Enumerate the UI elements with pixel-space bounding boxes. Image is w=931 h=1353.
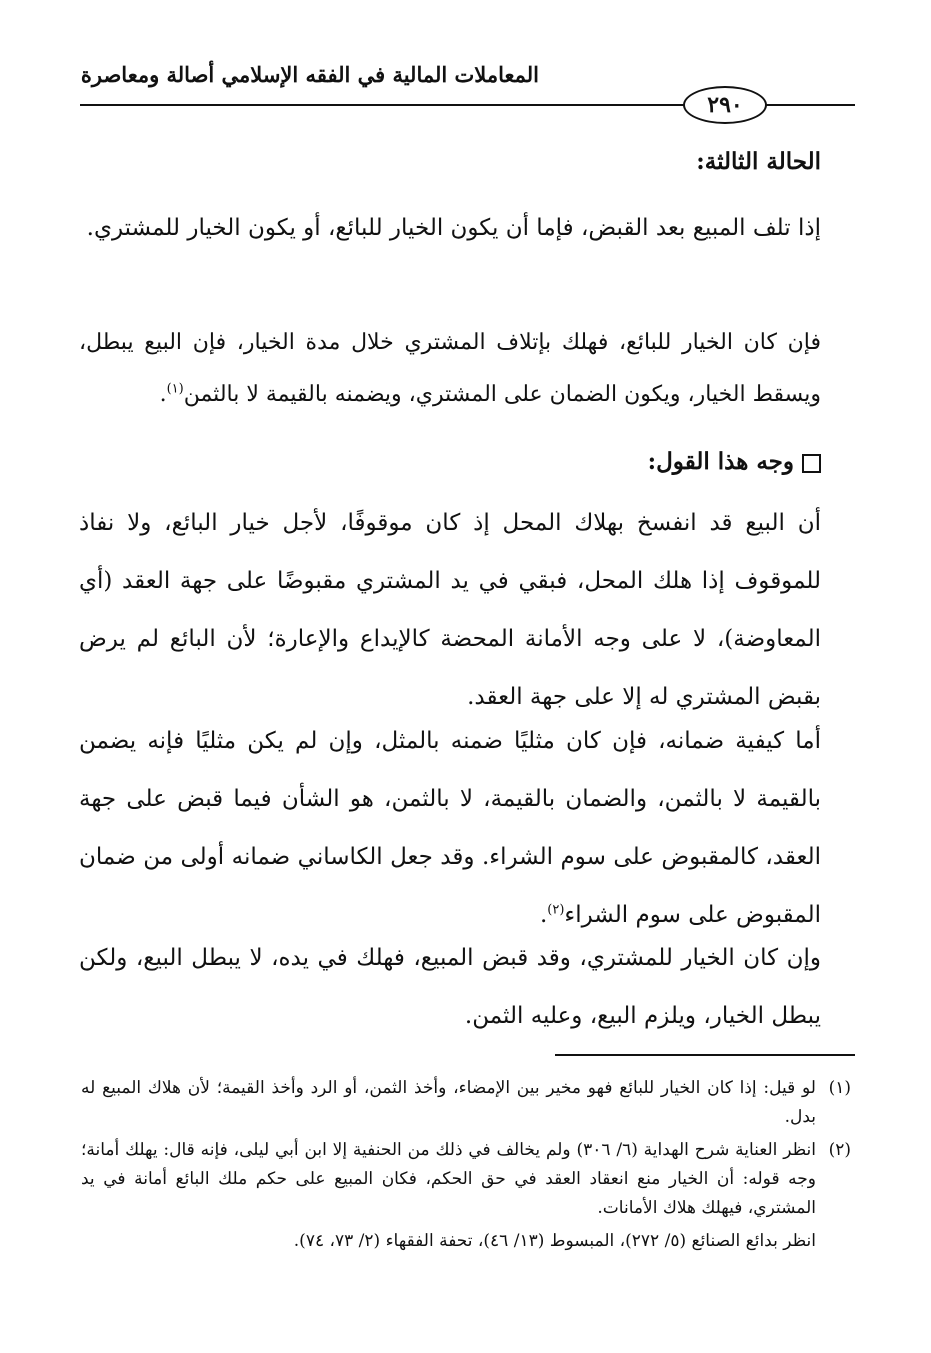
section-heading-reason [648,448,821,475]
footnote-references: انظر بدائع الصنائع (٥/ ٢٧٢)، المبسوط (١٣/ ٤٦)، تحفة الفقهاء (٢/ ٧٣، ٧٤). [293,1231,816,1251]
paragraph-4-text: أما كيفية ضمانه، فإن كان مثليًا ضمنه بالمثل، وإن لم يكن مثليًا فإنه يضمن بالقيمة لا بالثمن، والضمان بالقيمة، لا بالثمن، هو الشأن فيما قبض على جهة العقد، كالمقبوض على سوم الشراء. وقد جعل الكاساني ضمانه أولى من ضمان المقبوض على سوم الشراء [79,728,821,928]
footnote-2 [81,1136,851,1223]
footnote-1 [81,1074,851,1132]
paragraph-3: أن البيع قد انفسخ بهلاك المحل إذ كان موقوفًا، لأجل خيار البائع، ولا نفاذ للموقوف إذا هلك المحل، فبقي في يد المشتري مقبوضًا على جهة العقد (أي المعاوضة)، لا على وجه الأمانة المحضة كالإيداع والإعارة؛ لأن البائع لم يرض بقبض المشتري له إلا على جهة العقد. [79,510,821,710]
paragraph-2 [79,317,821,421]
footnote-number: (١) [828,1078,851,1098]
footnotes [81,1074,851,1256]
footnote-number: (٢) [828,1140,851,1160]
paragraph-1: إذا تلف المبيع بعد القبض، فإما أن يكون الخيار للبائع، أو يكون الخيار للمشتري. [86,215,821,241]
paragraph-4 [79,712,821,944]
paragraph-5: وإن كان الخيار للمشتري، وقد قبض المبيع، فهلك في يده، لا يبطل البيع، ولكن يبطل الخيار، ويلزم البيع، وعليه الثمن. [79,945,821,1029]
page-number: ٢٩٠ [683,86,767,124]
footnote-ref-1[interactable]: (١) [166,381,184,397]
footnote-ref-2[interactable]: (٢) [547,902,565,918]
paragraph-4-end: . [539,902,548,928]
paragraph-2-text: فإن كان الخيار للبائع، فهلك بإتلاف المشتري خلال مدة الخيار، فإن البيع يبطل، ويسقط الخيار، ويكون الضمان على المشتري، ويضمنه بالقيمة لا بالثمن [79,330,821,407]
footnote-separator [555,1054,855,1056]
section-heading-case: الحالة الثالثة: [696,148,821,175]
running-header-title: المعاملات المالية في الفقه الإسلامي أصالة ومعاصرة [80,62,539,87]
footnote-text: انظر العناية شرح الهداية (٦/ ٣٠٦) ولم يخالف في ذلك من الحنفية إلا ابن أبي ليلى، فإنه قال: يهلك أمانة؛ وجه قوله: أن الخيار منع انعقاد العقد في حق الحكم، فكان المبيع على حكم ملك البائع أمانة في يد المشتري، فيهلك هلاك الأمانات. [81,1140,816,1218]
section-heading-reason-text: وجه هذا القول: [647,448,794,475]
square-bullet-icon [802,454,821,473]
paragraph-2-end: . [159,382,167,407]
footnote-text: لو قيل: إذا كان الخيار للبائع فهو مخير بين الإمضاء، وأخذ الثمن، أو الرد وأخذ القيمة؛ لأن هلاك المبيع له بدل. [81,1078,816,1127]
